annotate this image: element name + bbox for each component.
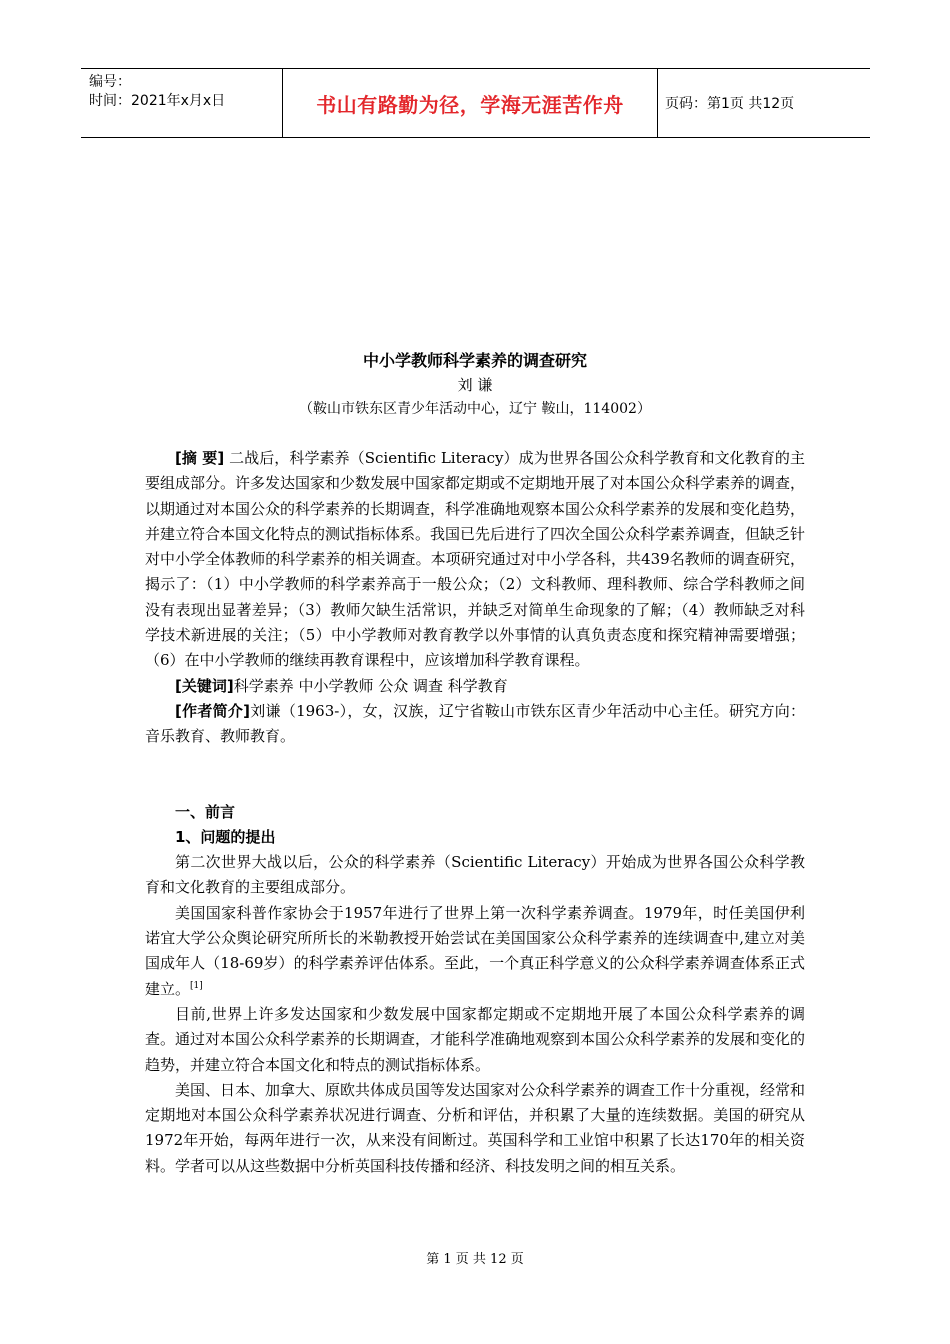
paragraph: 目前,世界上许多发达国家和少数发展中国家都定期或不定期地开展了本国公众科学素养的调查。通过对本国公众科学素养的长期调查，才能科学准确地观察到本国公众科学素养的发展和变化的趋势，并建立符合本国文化和特点的测试指标体系。 — [145, 1004, 806, 1074]
footnote-ref: [1] — [190, 980, 203, 991]
author-intro — [145, 699, 805, 750]
keywords — [145, 674, 805, 699]
paragraph-text: 美国国家科普作家协会于1957年进行了世界上第一次科学素养调查。1979年，时任美国伊利诺宜大学公众舆论研究所所长的米勒教授开始尝试在美国国家公众科学素养的连续调查中,建立对美国成年人（18-69岁）的科学素养评估体系。至此，一个真正科学意义的公众科学素养调查体系正式建立。 — [145, 903, 805, 998]
header-motto: 书山有路勤为径，学海无涯苦作舟 — [316, 92, 624, 117]
paragraph — [145, 901, 805, 1002]
keywords-label: [关键词] — [175, 676, 234, 695]
abstract-text: 二战后，科学素养（Scientific Literacy）成为世界各国公众科学教育和文化教育的主要组成部分。许多发达国家和少数发展中国家都定期或不定期地开展了对本国公众科学素养的调查，以期通过对本国公众的科学素养的长期调查，科学准确地观察本国公众科学素养的发展和变化趋势，并建立符合本国文化特点的测试指标体系。我国已先后进行了四次全国公众科学素养调查，但缺乏针对中小学全体教师的科学素养的相关调查。本项研究通过对中小学各科，共439名教师的调查研究，揭示了：（1）中小学教师的科学素养高于一般公众；（2）文科教师、理科教师、综合学科教师之间没有表现出显著差异；（3）教师欠缺生活常识，并缺乏对简单生命现象的了解；（4）教师缺乏对科学技术新进展的关注；（5）中小学教师对教育教学以外事情的认真负责态度和探究精神需要增强；（6）在中小学教师的继续再教育课程中，应该增加科学教育课程。 — [145, 449, 806, 670]
paper-title: 中小学教师科学素养的调查研究 — [362, 351, 587, 370]
document-header — [81, 68, 870, 138]
paragraph: 美国、日本、加拿大、原欧共体成员国等发达国家对公众科学素养的调查工作十分重视，经常和定期地对本国公众科学素养状况进行调查、分析和评估，并积累了大量的连续数据。美国的研究从1972年开始，每两年进行一次，从来没有间断过。英国科学和工业馆中积累了长达170年的相关资料。学者可以从这些数据中分析英国科技传播和经济、科技发明之间的相互关系。 — [145, 1080, 806, 1175]
header-divider — [657, 69, 658, 137]
section-heading: 一、前言 — [175, 802, 236, 821]
paragraph: 第二次世界大战以后，公众的科学素养（Scientific Literacy）开始成为世界各国公众科学教育和文化教育的主要组成部分。 — [145, 853, 805, 897]
abstract-label: [摘 要] — [175, 449, 225, 467]
paper-affiliation: （鞍山市铁东区青少年活动中心，辽宁 鞍山，114002） — [299, 401, 651, 417]
author-intro-text: 刘谦（1963-），女，汉族，辽宁省鞍山市铁东区青少年活动中心主任。研究方向：音乐教育、教师教育。 — [145, 701, 805, 746]
header-code-label: 编号： — [89, 74, 131, 90]
page-footer: 第 1 页 共 12 页 — [426, 1252, 524, 1267]
spacer — [145, 750, 805, 800]
paper-author: 刘 谦 — [457, 376, 493, 394]
abstract — [145, 446, 805, 674]
header-meta — [89, 73, 225, 111]
paper-body — [145, 446, 805, 1179]
subsection-heading: 1、问题的提出 — [175, 827, 276, 846]
author-intro-label: [作者简介] — [175, 701, 251, 720]
keywords-text: 科学素养 中小学教师 公众 调查 科学教育 — [233, 676, 508, 695]
header-time-label: 时间：2021年x月x日 — [89, 93, 226, 109]
header-page-info: 页码：第1页 共12页 — [665, 96, 795, 112]
